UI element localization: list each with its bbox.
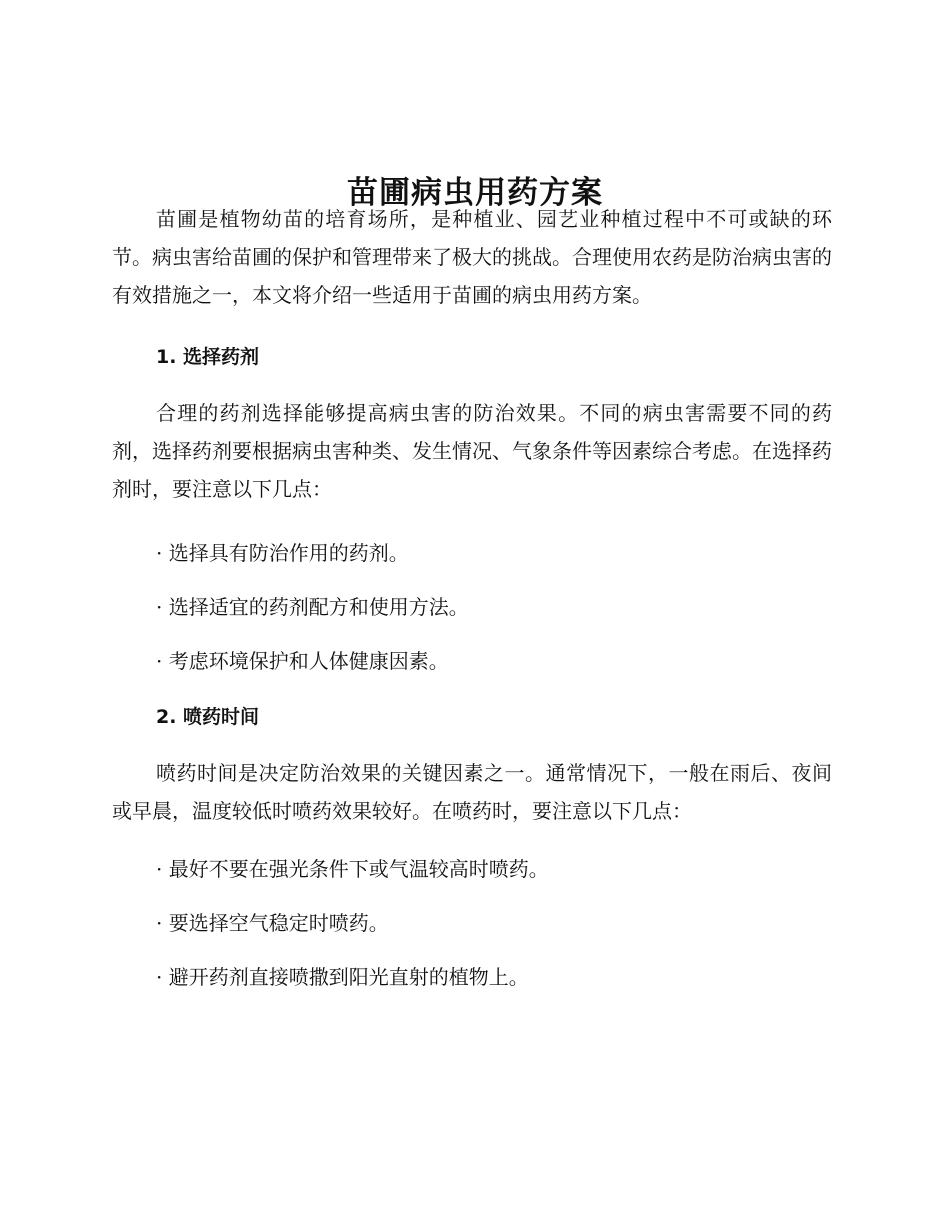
section-paragraph-select-pesticide: 合理的药剂选择能够提高病虫害的防治效果。不同的病虫害需要不同的药剂，选择药剂要根据病虫害种类、发生情况、气象条件等因素综合考虑。在选择药剂时，要注意以下几点：: [112, 401, 832, 501]
section-paragraph-spray-time: 喷药时间是决定防治效果的关键因素之一。通常情况下，一般在雨后、夜间或早晨，温度较低时喷药效果较好。在喷药时，要注意以下几点：: [112, 761, 832, 823]
list-item: · 考虑环境保护和人体健康因素。: [156, 649, 449, 673]
document-title: 苗圃病虫用药方案: [347, 174, 603, 211]
list-item: · 避开药剂直接喷撒到阳光直射的植物上。: [156, 965, 529, 989]
intro-paragraph: 苗圃是植物幼苗的培育场所，是种植业、园艺业种植过程中不可或缺的环节。病虫害给苗圃的保护和管理带来了极大的挑战。合理使用农药是防治病虫害的有效措施之一，本文将介绍一些适用于苗圃的病虫用药方案。: [112, 207, 832, 307]
section-heading-spray-time: 2. 喷药时间: [156, 706, 260, 728]
list-item: · 要选择空气稳定时喷药。: [156, 911, 389, 935]
list-item: · 选择具有防治作用的药剂。: [156, 541, 409, 565]
list-item: · 选择适宜的药剂配方和使用方法。: [156, 595, 469, 619]
list-item: · 最好不要在强光条件下或气温较高时喷药。: [156, 857, 549, 881]
section-heading-select-pesticide: 1. 选择药剂: [156, 346, 260, 368]
